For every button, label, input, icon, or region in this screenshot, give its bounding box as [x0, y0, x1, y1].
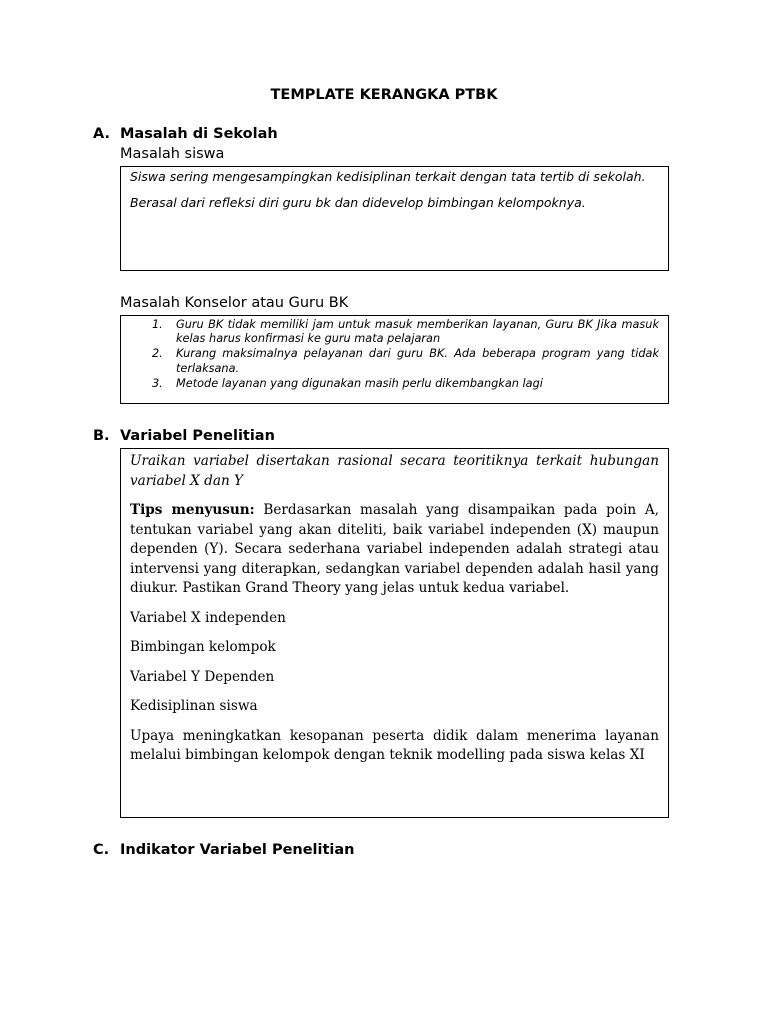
masalah-konselor-list: [130, 318, 659, 391]
list-item-number: 3.: [152, 376, 163, 390]
variabel-penelitian-box: [120, 448, 669, 818]
variabel-intro: Uraikan variabel disertakan rasional secara teoritiknya terkait hubungan variabel X dan Y: [130, 453, 659, 489]
section-b-title: Variabel Penelitian: [120, 428, 275, 444]
subsection-masalah-siswa-label: Masalah siswa: [120, 146, 225, 162]
masalah-siswa-paragraph-2: Berasal dari refleksi diri guru bk dan didevelop bimbingan kelompoknya.: [130, 195, 586, 210]
section-c-heading: [93, 842, 355, 858]
list-item-number: 2.: [152, 347, 163, 361]
research-title: Upaya meningkatkan kesopanan peserta didik dalam menerima layanan melalui bimbingan kelompok dengan teknik modelling pada siswa kelas XI: [130, 727, 659, 763]
masalah-siswa-box: [120, 166, 669, 271]
section-a-heading: [93, 126, 278, 142]
list-item: [130, 347, 659, 375]
section-b-letter: B.: [93, 428, 110, 444]
tips-label: Tips menyusun:: [130, 502, 255, 518]
section-c-letter: C.: [93, 842, 110, 858]
list-item-text: Kurang maksimalnya pelayanan dari guru BK. Ada beberapa program yang tidak terlaksana.: [176, 347, 659, 375]
section-a-title: Masalah di Sekolah: [120, 126, 278, 142]
list-item-text: Metode layanan yang digunakan masih perlu dikembangkan lagi: [176, 376, 543, 390]
tips-paragraph: [130, 501, 659, 599]
section-c-title: Indikator Variabel Penelitian: [120, 842, 355, 858]
document-title: TEMPLATE KERANGKA PTBK: [270, 87, 498, 103]
list-item: [130, 377, 659, 391]
variabel-y-label: Variabel Y Dependen: [130, 668, 275, 685]
subsection-masalah-konselor-label: Masalah Konselor atau Guru BK: [120, 295, 349, 311]
variabel-y-value: Kedisiplinan siswa: [130, 698, 258, 714]
variabel-x-value: Bimbingan kelompok: [130, 639, 276, 655]
variabel-x-label: Variabel X independen: [130, 609, 286, 626]
list-item-text: Guru BK tidak memiliki jam untuk masuk memberikan layanan, Guru BK Jika masuk kelas harus konfirmasi ke guru mata pelajaran: [176, 318, 659, 346]
masalah-konselor-box: [120, 315, 669, 404]
section-b-heading: [93, 428, 275, 444]
tips-text: Berdasarkan masalah yang disampaikan pada poin A, tentukan variabel yang akan diteliti, baik variabel independen (X) maupun dependen (Y). Secara sederhana variabel independen adalah strategi atau intervensi yang diterapkan, sedangkan variabel dependen adalah hasil yang diukur. Pastikan Grand Theory yang jelas untuk kedua variabel.: [130, 502, 659, 596]
masalah-siswa-paragraph-1: Siswa sering mengesampingkan kedisiplinan terkait dengan tata tertib di sekolah.: [130, 169, 646, 184]
list-item: [130, 318, 659, 346]
list-item-number: 1.: [152, 318, 163, 331]
section-a-letter: A.: [93, 126, 110, 142]
